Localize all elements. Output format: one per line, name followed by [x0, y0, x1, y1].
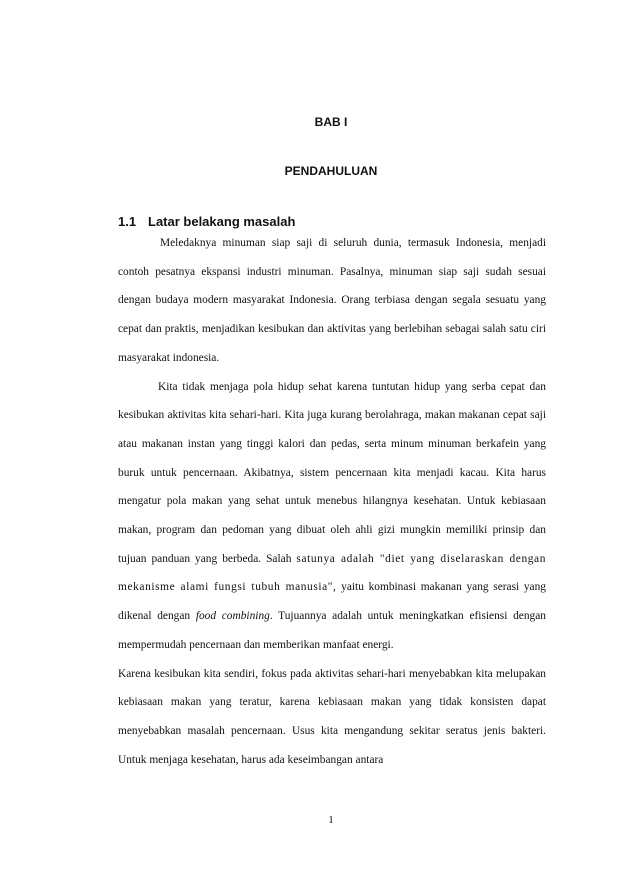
- paragraph-2-middle: yaitu kombinasi makanan yang serasi yang dikenal dengan: [118, 581, 546, 623]
- section-title: Latar belakang masalah: [148, 214, 296, 229]
- section-number: 1.1: [118, 214, 137, 229]
- paragraph-1: Meledaknya minuman siap saji di seluruh dunia, termasuk Indonesia, menjadi contoh pesatnya ekspansi industri minuman. Pasalnya, minuman siap saji sudah sesuai dengan budaya modern masyarakat Indonesia. Orang terbiasa dengan segala sesuatu yang cepat dan praktis, menjadikan kesibukan dan aktivitas yang berlebihan sebagai salah satu ciri masyarakat indonesia.: [118, 237, 546, 364]
- paragraph-2-start: Kita tidak menjaga pola hidup sehat karena tuntutan hidup yang serba cepat dan kesibukan aktivitas kita sehari-hari. Kita juga kurang berolahraga, makan makanan cepat saji atau makanan instan yang tinggi kalori dan pedas, serta minum minuman berkafein yang buruk untuk pencernaan. Akibatnya, sistem pencernaan kita menjadi kacau. Kita harus mengatur pola makan yang sehat untuk menebus hilangnya kesehatan. Untuk kebiasaan makan, program dan pedoman yang dibuat oleh ahli gizi mungkin memiliki prinsip dan tujuan panduan yang berbeda. Salah: [118, 380, 546, 565]
- body-text: [118, 229, 546, 774]
- paragraph-2-quote: satunya adalah "diet yang diselaraskan dengan mekanisme alami fungsi tubuh manusia",: [118, 552, 546, 594]
- section-heading: [118, 214, 295, 229]
- paragraph-2-italic-term: food combining: [195, 610, 270, 623]
- chapter-label: BAB I: [314, 115, 348, 129]
- paragraph-2: [118, 373, 546, 660]
- paragraph-2-end: . Tujuannya adalah untuk meningkatkan efisiensi dengan mempermudah pencernaan dan memberikan manfaat energi.: [118, 610, 546, 651]
- chapter-title: PENDAHULUAN: [284, 164, 378, 178]
- page-number: 1: [328, 814, 334, 826]
- paragraph-3: Karena kesibukan kita sendiri, fokus pada aktivitas sehari-hari menyebabkan kita melupakan kebiasaan makan yang teratur, karena kebiasaan makan yang tidak konsisten dapat menyebabkan masalah pencernaan. Usus kita mengandung sekitar seratus jenis bakteri. Untuk menjaga kesehatan, harus ada keseimbangan antara: [118, 667, 546, 766]
